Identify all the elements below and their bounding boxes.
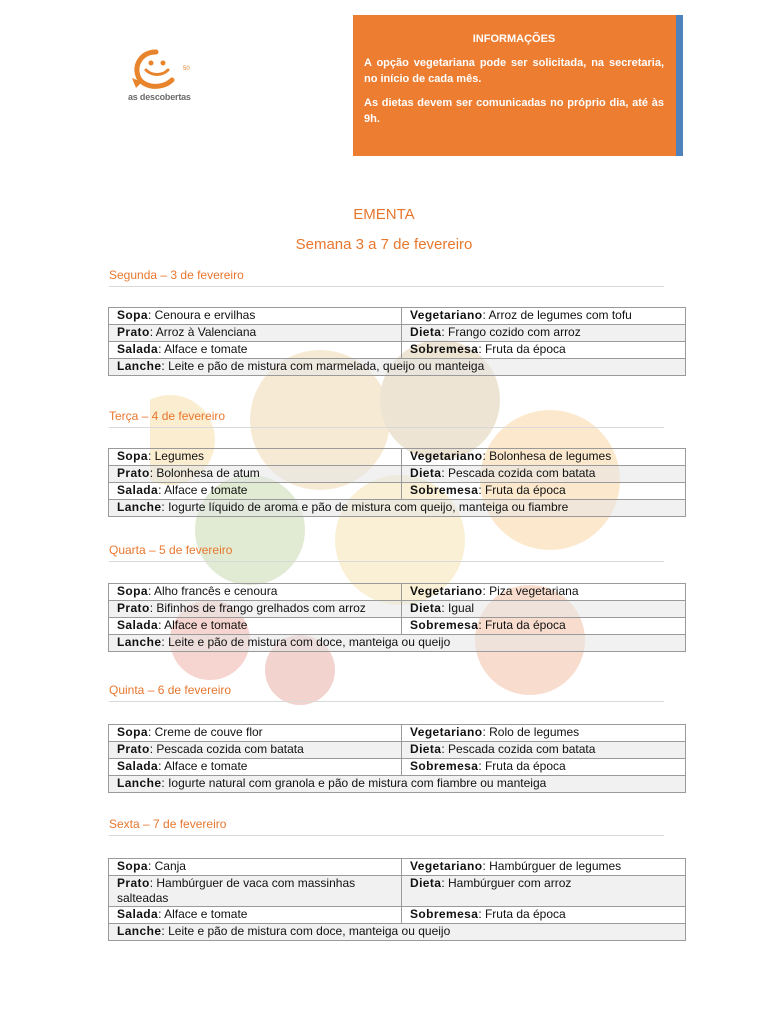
sopa-value: : Cenoura e ervilhas: [147, 308, 256, 322]
vegetariano-value: : Piza vegetariana: [482, 584, 579, 598]
sobremesa-value: : Fruta da época: [478, 907, 566, 921]
vegetariano-value: : Rolo de legumes: [482, 725, 580, 739]
sopa-cell: [109, 449, 402, 466]
info-paragraph-2: As dietas devem ser comunicadas no próprio dia, até às 9h.: [364, 97, 664, 125]
prato-label: Prato: [117, 601, 150, 615]
sobremesa-value: : Fruta da época: [478, 342, 566, 356]
sopa-cell: [109, 725, 402, 742]
sobremesa-label: Sobremesa: [410, 483, 479, 497]
salada-label: Salada: [117, 759, 159, 773]
dieta-label: Dieta: [410, 325, 442, 339]
vegetariano-value: : Arroz de legumes com tofu: [482, 308, 632, 322]
prato-value: : Bifinhos de frango grelhados com arroz: [149, 601, 366, 615]
vegetariano-cell: [402, 859, 686, 876]
dieta-value: : Pescada cozida com batata: [441, 742, 596, 756]
lanche-cell: [109, 500, 686, 517]
sopa-value: : Canja: [147, 859, 186, 873]
vegetariano-label: Vegetariano: [410, 859, 483, 873]
sopa-label: Sopa: [117, 859, 148, 873]
salada-value: : Alface e tomate: [158, 483, 248, 497]
dieta-cell: [402, 601, 686, 618]
sopa-value: : Alho francês e cenoura: [147, 584, 278, 598]
prato-label: Prato: [117, 742, 150, 756]
lanche-value: : Iogurte líquido de aroma e pão de mistura com queijo, manteiga ou fiambre: [161, 500, 569, 514]
page-subtitle: Semana 3 a 7 de fevereiro: [295, 236, 473, 253]
day-title: Quinta – 6 de fevereiro: [109, 683, 664, 702]
prato-cell: [109, 742, 402, 759]
lanche-label: Lanche: [117, 776, 162, 790]
sopa-cell: [109, 308, 402, 325]
info-title: INFORMAÇÕES: [472, 33, 556, 45]
vegetariano-label: Vegetariano: [410, 308, 483, 322]
prato-cell: [109, 325, 402, 342]
vegetariano-value: : Bolonhesa de legumes: [482, 449, 612, 463]
salada-cell: [109, 759, 402, 776]
sobremesa-label: Sobremesa: [410, 342, 479, 356]
school-logo: [128, 48, 208, 108]
salada-label: Salada: [117, 483, 159, 497]
food-background-image: [147, 340, 630, 720]
dieta-label: Dieta: [410, 876, 442, 890]
dieta-cell: [402, 325, 686, 342]
lanche-label: Lanche: [117, 924, 162, 938]
menu-table: [108, 858, 686, 941]
dieta-cell: [402, 466, 686, 483]
day-title: Sexta – 7 de fevereiro: [109, 817, 664, 836]
salada-cell: [109, 907, 402, 924]
prato-value: : Arroz à Valenciana: [149, 325, 257, 339]
vegetariano-cell: [402, 584, 686, 601]
vegetariano-label: Vegetariano: [410, 584, 483, 598]
day-title: Terça – 4 de fevereiro: [109, 409, 664, 428]
salada-label: Salada: [117, 342, 159, 356]
lanche-label: Lanche: [117, 359, 162, 373]
prato-cell: [109, 601, 402, 618]
menu-table: [108, 307, 686, 376]
vegetariano-label: Vegetariano: [410, 449, 483, 463]
prato-label: Prato: [117, 876, 150, 890]
lanche-label: Lanche: [117, 500, 162, 514]
sobremesa-value: : Fruta da época: [478, 759, 566, 773]
prato-value: : Hambúrguer de vaca com massinhas salteadas: [117, 876, 356, 905]
vegetariano-cell: [402, 449, 686, 466]
sobremesa-cell: [402, 342, 686, 359]
logo-sup: 50: [183, 66, 190, 72]
dieta-cell: [402, 876, 686, 907]
salada-label: Salada: [117, 907, 159, 921]
menu-table: [108, 448, 686, 517]
prato-label: Prato: [117, 466, 150, 480]
sobremesa-label: Sobremesa: [410, 618, 479, 632]
page-title: EMENTA: [353, 206, 415, 223]
sopa-label: Sopa: [117, 449, 148, 463]
lanche-value: : Leite e pão de mistura com doce, manteiga ou queijo: [161, 924, 451, 938]
sopa-value: : Creme de couve flor: [147, 725, 263, 739]
dieta-value: : Frango cozido com arroz: [441, 325, 581, 339]
lanche-cell: [109, 924, 686, 941]
lanche-value: : Leite e pão de mistura com doce, manteiga ou queijo: [161, 635, 451, 649]
info-box: [353, 15, 683, 156]
lanche-label: Lanche: [117, 635, 162, 649]
lanche-value: : Iogurte natural com granola e pão de mistura com fiambre ou manteiga: [161, 776, 547, 790]
day-title: Quarta – 5 de fevereiro: [109, 543, 664, 562]
sobremesa-value: : Fruta da época: [478, 483, 566, 497]
salada-value: : Alface e tomate: [158, 907, 248, 921]
salada-cell: [109, 483, 402, 500]
dieta-value: : Pescada cozida com batata: [441, 466, 596, 480]
menu-table: [108, 724, 686, 793]
prato-label: Prato: [117, 325, 150, 339]
vegetariano-cell: [402, 308, 686, 325]
salada-cell: [109, 618, 402, 635]
salada-cell: [109, 342, 402, 359]
prato-value: : Bolonhesa de atum: [149, 466, 260, 480]
sobremesa-cell: [402, 759, 686, 776]
day-title: Segunda – 3 de fevereiro: [109, 268, 664, 287]
salada-value: : Alface e tomate: [158, 618, 248, 632]
dieta-label: Dieta: [410, 601, 442, 615]
sopa-label: Sopa: [117, 725, 148, 739]
vegetariano-label: Vegetariano: [410, 725, 483, 739]
lanche-cell: [109, 635, 686, 652]
dieta-value: : Igual: [441, 601, 475, 615]
sopa-cell: [109, 584, 402, 601]
sobremesa-cell: [402, 483, 686, 500]
logo-icon: [128, 48, 188, 92]
dieta-label: Dieta: [410, 742, 442, 756]
info-paragraph-1: A opção vegetariana pode ser solicitada, na secretaria, no início de cada mês.: [364, 57, 664, 85]
salada-value: : Alface e tomate: [158, 342, 248, 356]
lanche-cell: [109, 776, 686, 793]
menu-table: [108, 583, 686, 652]
sobremesa-cell: [402, 907, 686, 924]
sopa-value: : Legumes: [147, 449, 204, 463]
prato-cell: [109, 876, 402, 907]
sobremesa-label: Sobremesa: [410, 759, 479, 773]
dieta-value: : Hambúrguer com arroz: [441, 876, 572, 890]
lanche-cell: [109, 359, 686, 376]
sobremesa-cell: [402, 618, 686, 635]
lanche-value: : Leite e pão de mistura com marmelada, queijo ou manteiga: [161, 359, 485, 373]
dieta-label: Dieta: [410, 466, 442, 480]
salada-label: Salada: [117, 618, 159, 632]
salada-value: : Alface e tomate: [158, 759, 248, 773]
sobremesa-value: : Fruta da época: [478, 618, 566, 632]
dieta-cell: [402, 742, 686, 759]
prato-cell: [109, 466, 402, 483]
sopa-label: Sopa: [117, 584, 148, 598]
prato-value: : Pescada cozida com batata: [149, 742, 304, 756]
vegetariano-value: : Hambúrguer de legumes: [482, 859, 622, 873]
vegetariano-cell: [402, 725, 686, 742]
sopa-label: Sopa: [117, 308, 148, 322]
logo-text: as descobertas: [128, 92, 191, 102]
sobremesa-label: Sobremesa: [410, 907, 479, 921]
sopa-cell: [109, 859, 402, 876]
